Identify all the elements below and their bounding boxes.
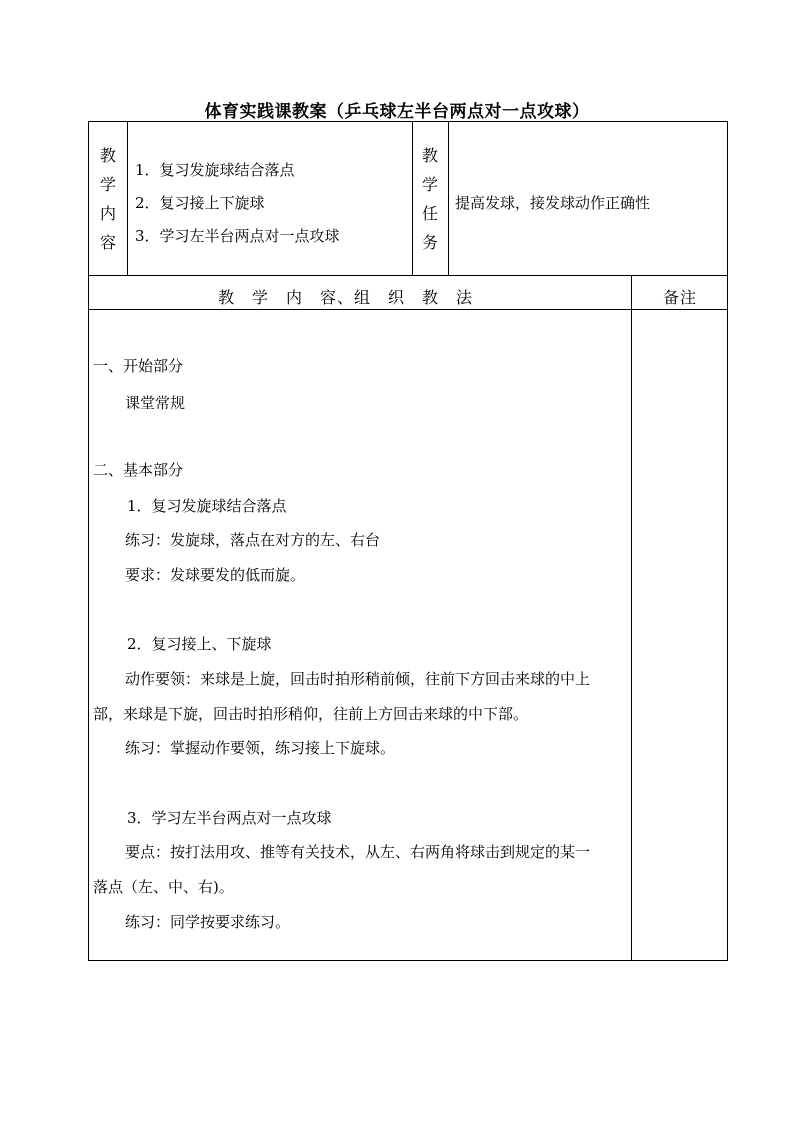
body-text: 落点（左、中、右)。	[93, 878, 234, 896]
section-heading: 二、基本部分	[93, 461, 184, 479]
content-label-char: 容	[99, 233, 116, 252]
task-label-char: 教	[421, 146, 438, 165]
body-text: 练习：同学按要求练习。	[125, 913, 291, 931]
body-text: 练习：掌握动作要领，练习接上下旋球。	[125, 739, 396, 757]
content-item: 1．复习发旋球结合落点	[135, 161, 295, 179]
body-text: 动作要领：来球是上旋，回击时拍形稍前倾，往前下方回击来球的中上	[125, 670, 591, 688]
task-label-char: 学	[421, 175, 438, 194]
content-item: 3．学习左半台两点对一点攻球	[135, 227, 340, 245]
content-label-char: 学	[99, 175, 116, 194]
body-text: 要求：发球要发的低而旋。	[125, 566, 306, 584]
content-label	[90, 141, 126, 257]
divider	[127, 122, 128, 275]
section-heading: 一、开始部分	[93, 357, 184, 375]
content-label-char: 内	[99, 204, 116, 223]
body-text: 2．复习接上、下旋球	[127, 635, 272, 653]
body-text: 3．学习左半台两点对一点攻球	[127, 809, 332, 827]
body-text: 要点：按打法用攻、推等有关技术，从左、右两角将球击到规定的某一	[125, 843, 591, 861]
task-label-char: 任	[421, 204, 438, 223]
body-text: 课堂常规	[125, 394, 186, 412]
method-header: 教 学 内 容、组 织 教 法	[218, 288, 474, 307]
content-label-char: 教	[99, 146, 116, 165]
body-text: 练习：发旋球，落点在对方的左、右台	[125, 531, 381, 549]
task-label-char: 务	[421, 233, 438, 252]
divider	[448, 122, 449, 275]
body-text: 部，来球是下旋，回击时拍形稍仰，往前上方回击来球的中下部。	[93, 705, 529, 723]
body-text: 1．复习发旋球结合落点	[127, 497, 287, 515]
content-item: 2．复习接上下旋球	[135, 194, 265, 212]
divider	[631, 275, 632, 961]
lesson-plan-table	[88, 121, 728, 961]
task-label	[412, 141, 448, 257]
notes-header: 备注	[663, 288, 698, 307]
task-text: 提高发球，接发球动作正确性	[455, 194, 651, 212]
page-title: 体育实践课教案（乒乓球左半台两点对一点攻球）	[204, 102, 590, 122]
